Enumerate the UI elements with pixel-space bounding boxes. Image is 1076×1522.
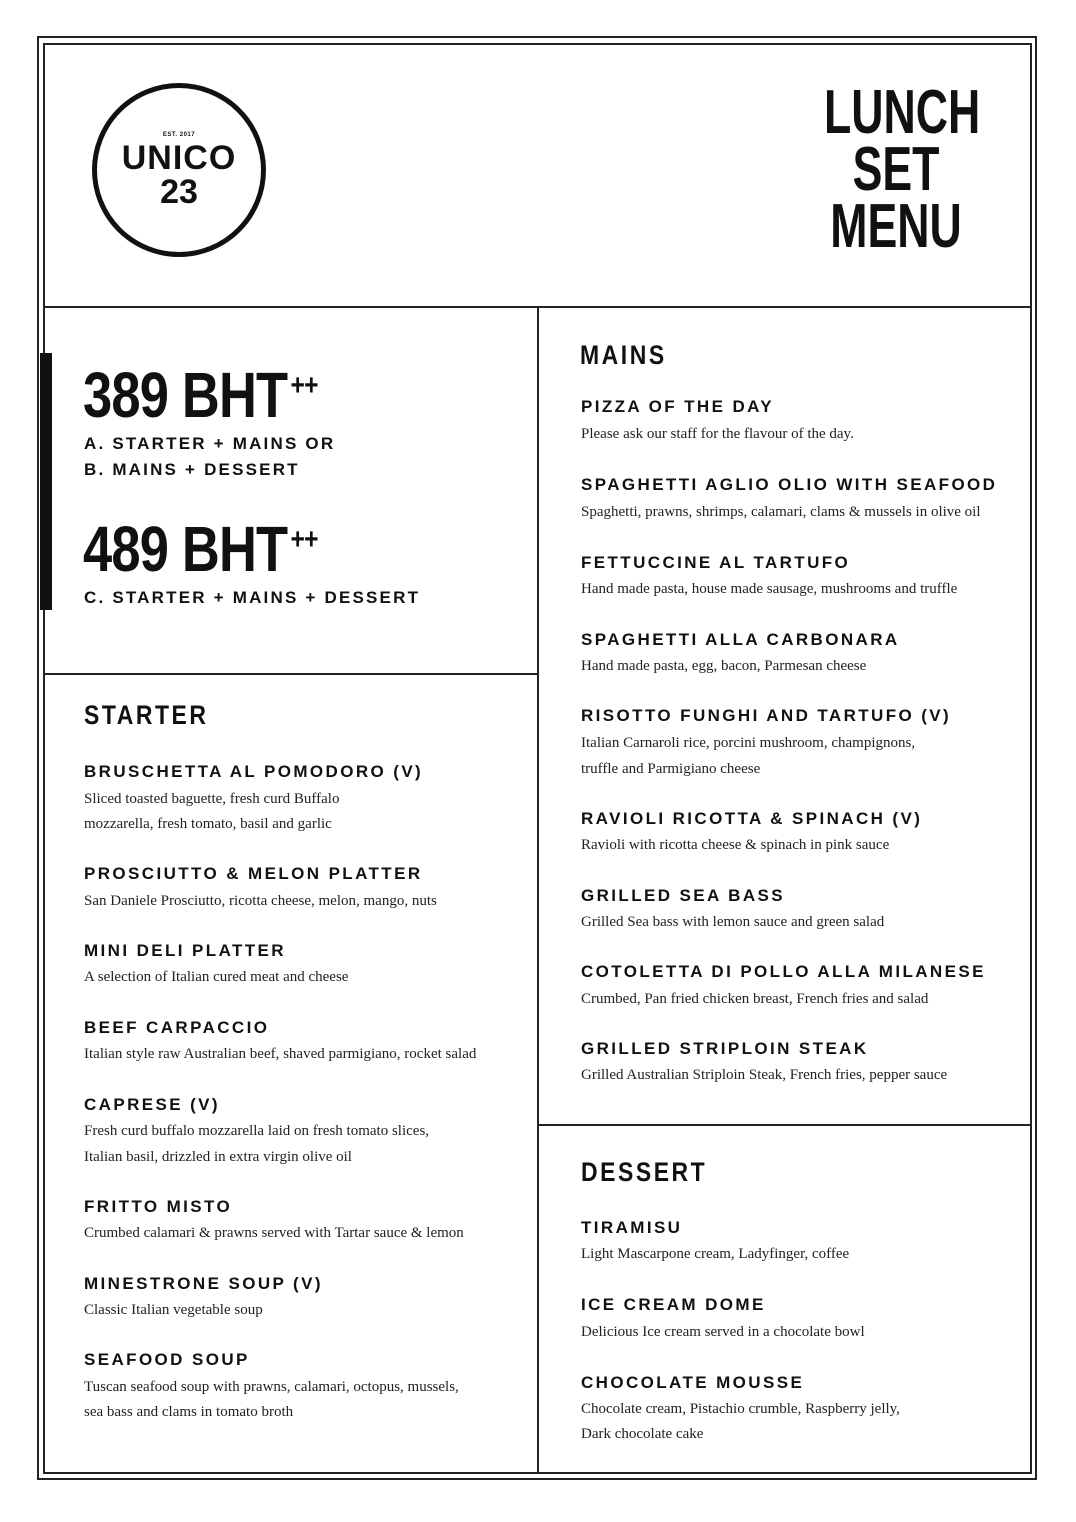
menu-item-desc: mozzarella, fresh tomato, basil and garlic: [84, 816, 332, 832]
option-b: B. MAINS + DESSERT: [84, 460, 300, 479]
option-c: C. STARTER + MAINS + DESSERT: [84, 588, 421, 607]
mains-dessert-divider: [537, 1124, 1032, 1126]
price-389: [83, 354, 318, 431]
menu-item-desc: Grilled Sea bass with lemon sauce and green salad: [581, 914, 885, 930]
menu-item-name: SPAGHETTI ALLA CARBONARA: [581, 630, 900, 649]
menu-item-name: CAPRESE (V): [84, 1095, 220, 1114]
menu-item-desc: A selection of Italian cured meat and cheese: [84, 969, 349, 985]
menu-item-name: GRILLED SEA BASS: [581, 886, 786, 905]
menu-item-desc: Chocolate cream, Pistachio crumble, Raspberry jelly,: [581, 1401, 900, 1417]
menu-title-line: LUNCH: [824, 78, 981, 147]
menu-item-name: RISOTTO FUNGHI AND TARTUFO (V): [581, 706, 952, 725]
menu-title-line: SET: [852, 135, 940, 204]
menu-item-name: RAVIOLI RICOTTA & SPINACH (V): [581, 809, 923, 828]
logo-established: EST. 2017: [162, 131, 196, 138]
menu-item-desc: Hand made pasta, house made sausage, mushrooms and truffle: [581, 581, 958, 597]
menu-item-name: TIRAMISU: [581, 1218, 683, 1237]
menu-item-desc: Italian Carnaroli rice, porcini mushroom, champignons,: [581, 735, 916, 751]
menu-title-line: MENU: [830, 192, 962, 261]
menu-item-name: BEEF CARPACCIO: [84, 1018, 270, 1037]
price-489: [83, 508, 318, 585]
menu-item-desc: truffle and Parmigiano cheese: [581, 761, 761, 777]
price-value: 489 BHT: [83, 513, 288, 585]
logo-name: UNICO: [121, 138, 237, 177]
option-a: A. STARTER + MAINS OR: [84, 434, 336, 453]
price-value: 389 BHT: [83, 359, 288, 431]
menu-item-name: GRILLED STRIPLOIN STEAK: [581, 1039, 869, 1058]
menu-item-name: FRITTO MISTO: [84, 1197, 233, 1216]
price-suffix: ++: [290, 523, 318, 556]
column-divider: [537, 306, 539, 1474]
menu-item-name: ICE CREAM DOME: [581, 1295, 766, 1314]
menu-item-name: MINI DELI PLATTER: [84, 941, 286, 960]
menu-item-name: BRUSCHETTA AL POMODORO (V): [84, 762, 424, 781]
menu-item-desc: Dark chocolate cake: [581, 1426, 704, 1442]
menu-item-desc: Ravioli with ricotta cheese & spinach in pink sauce: [581, 837, 890, 853]
section-title-mains: MAINS: [580, 340, 667, 370]
menu-item-desc: Fresh curd buffalo mozzarella laid on fresh tomato slices,: [84, 1123, 430, 1139]
menu-title: [824, 78, 981, 261]
menu-item-desc: Sliced toasted baguette, fresh curd Buffalo: [84, 791, 340, 807]
menu-item-name: FETTUCCINE AL TARTUFO: [581, 553, 851, 572]
logo-number: 23: [160, 172, 198, 211]
menu-item-desc: San Daniele Prosciutto, ricotta cheese, melon, mango, nuts: [84, 893, 437, 909]
menu-item-desc: Hand made pasta, egg, bacon, Parmesan cheese: [581, 658, 867, 674]
menu-item-name: CHOCOLATE MOUSSE: [581, 1373, 805, 1392]
menu-item-desc: Light Mascarpone cream, Ladyfinger, coffee: [581, 1246, 850, 1262]
menu-item-name: PROSCIUTTO & MELON PLATTER: [84, 864, 423, 883]
menu-item-desc: Crumbed, Pan fried chicken breast, French fries and salad: [581, 991, 929, 1007]
menu-item-name: MINESTRONE SOUP (V): [84, 1274, 323, 1293]
menu-item-desc: Spaghetti, prawns, shrimps, calamari, clams & mussels in olive oil: [581, 504, 981, 520]
menu-item-desc: Crumbed calamari & prawns served with Tartar sauce & lemon: [84, 1225, 464, 1241]
menu-item-desc: Please ask our staff for the flavour of the day.: [581, 426, 854, 442]
price-suffix: ++: [290, 369, 318, 402]
menu-item-name: SEAFOOD SOUP: [84, 1350, 250, 1369]
section-title-dessert: DESSERT: [581, 1157, 708, 1187]
restaurant-logo: [92, 83, 266, 257]
menu-item-desc: Tuscan seafood soup with prawns, calamari, octopus, mussels,: [84, 1379, 459, 1395]
menu-item-name: PIZZA OF THE DAY: [581, 397, 774, 416]
menu-item-desc: sea bass and clams in tomato broth: [84, 1404, 294, 1420]
menu-item-name: COTOLETTA DI POLLO ALLA MILANESE: [581, 962, 986, 981]
menu-item-name: SPAGHETTI AGLIO OLIO WITH SEAFOOD: [581, 475, 998, 494]
menu-item-desc: Classic Italian vegetable soup: [84, 1302, 263, 1318]
menu-item-desc: Italian style raw Australian beef, shaved parmigiano, rocket salad: [84, 1046, 477, 1062]
section-title-starter: STARTER: [84, 700, 209, 730]
menu-item-desc: Italian basil, drizzled in extra virgin olive oil: [84, 1149, 352, 1165]
menu-item-desc: Grilled Australian Striploin Steak, French fries, pepper sauce: [581, 1067, 948, 1083]
pricing-divider: [43, 673, 538, 675]
accent-bar: [40, 353, 52, 610]
menu-item-desc: Delicious Ice cream served in a chocolate bowl: [581, 1324, 865, 1340]
